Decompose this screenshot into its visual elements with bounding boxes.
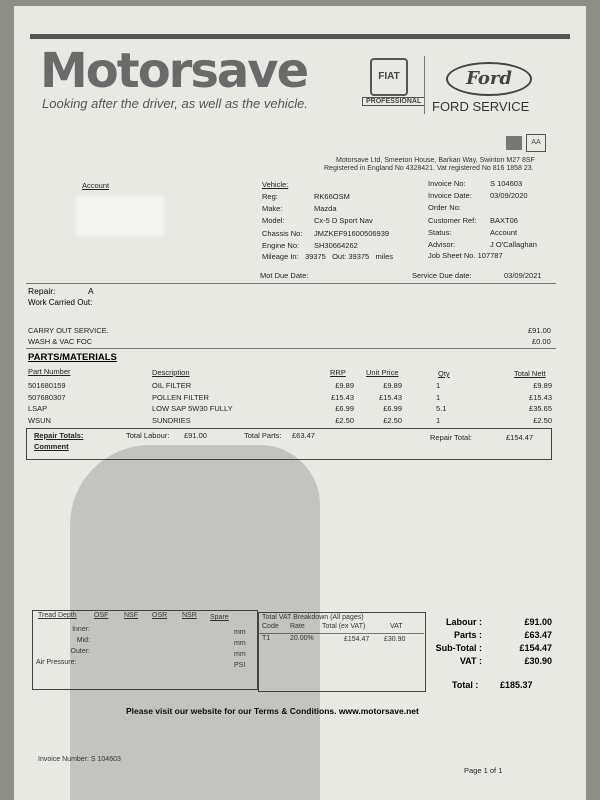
vat-col-code: Code: [262, 623, 279, 630]
repair-label: Repair:: [28, 286, 56, 296]
summary-values: £91.00 £63.47 £154.47 £30.90: [519, 617, 552, 666]
col-unit-price: Unit Price: [366, 368, 399, 377]
divider-parts: [26, 348, 556, 349]
parts-descriptions: OIL FILTER POLLEN FILTER LOW SAP 5W30 FULLY SUNDRIES: [152, 381, 233, 425]
vat-col-rate: Rate: [290, 623, 305, 630]
invoice-page: [14, 6, 586, 800]
vat-header-rule: [258, 633, 424, 634]
repair-totals-label: Repair Totals:: [34, 431, 84, 440]
account-heading: Account: [82, 181, 110, 190]
grand-total-value: £185.37: [500, 680, 533, 690]
col-description: Description: [152, 368, 190, 377]
vat-row-code: T1: [262, 635, 271, 642]
parts-qty: 1 1 5.1 1: [436, 381, 447, 425]
mot-due-label: Mot Due Date:: [260, 271, 309, 280]
company-address: Motorsave Ltd, Smeeton House, Barkan Way, Swinton M27 8SF: [336, 157, 535, 164]
work-carried-out-label: Work Carried Out:: [28, 298, 93, 307]
divider-repair: [26, 283, 556, 284]
invoice-labels: Invoice No: Invoice Date: Order No: Customer Ref: Status: Advisor:: [428, 179, 477, 250]
fiat-professional-label: PROFESSIONAL: [362, 97, 425, 106]
vehicle-values: RK66OSM Mazda Cx-5 D Sport Nav JMZKEF91600506939 SH30664262: [314, 192, 390, 250]
parts-rrp: £9.89 £15.43 £6.99 £2.50: [331, 381, 354, 425]
vehicle-labels: Reg: Make: Model: Chassis No: Engine No:: [262, 192, 303, 250]
redacted-address: [76, 196, 164, 236]
table-row: WSUN: [28, 415, 51, 425]
tread-col-nsr: NSR: [182, 612, 197, 619]
air-pressure-unit: PSI: [234, 662, 246, 669]
vat-col-total: Total (ex VAT): [322, 623, 366, 630]
parts-unit-price: £9.89 £15.43 £6.99 £2.50: [379, 381, 402, 425]
ford-logo: Ford: [446, 62, 532, 96]
tread-row-labels: Inner: Mid: Outer:: [70, 626, 90, 655]
parts-numbers: [28, 380, 66, 426]
work-line-2-amount: £0.00: [532, 337, 551, 346]
table-row: 507680307: [28, 392, 66, 402]
vat-row-vat: £30.90: [384, 636, 406, 643]
comment-label: Comment: [34, 442, 69, 451]
parts-total: £9.89 £15.43 £35.65 £2.50: [529, 381, 552, 425]
vat-heading: Total VAT Breakdown (All pages): [262, 614, 364, 621]
work-line-1-amount: £91.00: [528, 326, 551, 335]
logo-divider: [424, 56, 425, 114]
page-indicator: Page 1 of 1: [464, 766, 503, 775]
total-parts-label: Total Parts:: [244, 431, 282, 440]
total-labour-value: £91.00: [184, 431, 207, 440]
tread-col-spare: Spare: [210, 614, 229, 621]
header-rule: [30, 34, 570, 39]
col-qty: Qty: [438, 369, 450, 378]
col-rrp: RRP: [330, 368, 346, 377]
tread-col-nsf: NSF: [124, 612, 138, 619]
work-line-1: CARRY OUT SERVICE.: [28, 326, 109, 335]
tread-col-osr: OSR: [152, 612, 168, 619]
job-sheet-number: Job Sheet No. 107787: [428, 251, 503, 260]
vat-row-total: £154.47: [344, 636, 370, 643]
ford-service-label: FORD SERVICE: [432, 99, 530, 114]
grand-total-label: Total :: [452, 680, 479, 690]
fiat-logo: FIAT: [370, 58, 408, 96]
vehicle-heading: Vehicle:: [262, 180, 289, 189]
repair-value: A: [88, 286, 94, 296]
tagline: Looking after the driver, as well as the vehicle.: [42, 96, 308, 111]
mileage-row: Mileage In: 39375 Out: 39375 miles: [262, 252, 393, 261]
total-parts-value: £63.47: [292, 431, 315, 440]
total-labour-label: Total Labour:: [126, 431, 170, 440]
repair-total-value: £154.47: [506, 433, 534, 442]
tread-heading: Tread Depth: [38, 612, 77, 619]
terms-notice: Please visit our website for our Terms & Conditions. www.motorsave.net: [126, 706, 419, 716]
footer-invoice-number: Invoice Number: S 104603: [38, 756, 121, 763]
tread-row-units: mm mm mm: [234, 629, 246, 658]
repair-total-label: Repair Total:: [430, 433, 472, 442]
aa-icon: AA: [526, 134, 546, 152]
motorsave-logo: Motorsave: [40, 43, 308, 99]
work-line-2: WASH & VAC FOC: [28, 337, 93, 346]
col-total-nett: Total Nett: [514, 369, 546, 378]
vat-col-vat: VAT: [390, 623, 403, 630]
vat-row-rate: 20.00%: [290, 635, 314, 642]
service-due-label: Service Due date:: [412, 271, 472, 280]
repair-totals-box: [26, 428, 552, 460]
table-row: LSAP: [28, 404, 48, 413]
parts-heading: PARTS/MATERIALS: [28, 352, 117, 363]
company-registration: Registered in England No 4328421. Vat registered No 816 1858 23.: [324, 165, 534, 172]
col-part-number: Part Number: [28, 367, 71, 376]
tread-col-osf: OSF: [94, 612, 109, 619]
service-due-value: 03/09/2021: [504, 271, 542, 280]
table-row: 501680159: [28, 381, 66, 390]
invoice-values: S 104603 03/09/2020 BAXT06 Account J O'Callaghan: [490, 179, 537, 250]
summary-labels: Labour : Parts : Sub-Total : VAT :: [435, 617, 482, 666]
accreditation-icon: [506, 136, 522, 150]
air-pressure-label: Air Pressure:: [36, 659, 77, 666]
